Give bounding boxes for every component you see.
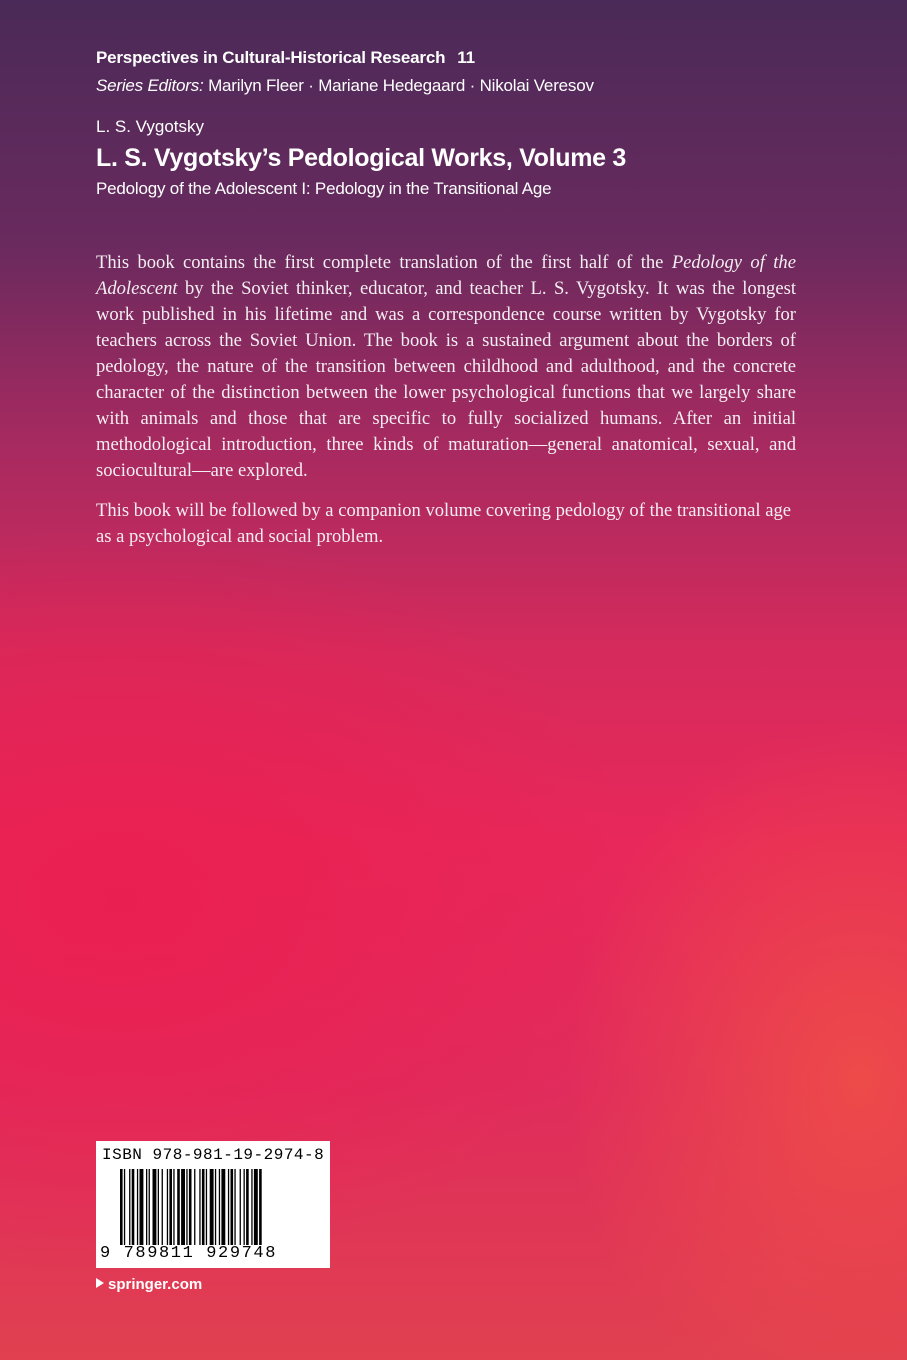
blurb-paragraph-2: This book will be followed by a companion volume covering pedology of the transitional age as a psychological and social problem. <box>96 500 792 547</box>
barcode-bar <box>140 1169 144 1245</box>
barcode-bar <box>146 1169 147 1245</box>
barcode-bar <box>228 1169 229 1245</box>
barcode-bar <box>129 1169 130 1245</box>
barcode-bar <box>194 1169 195 1245</box>
book-title: L. S. Vygotsky’s Pedological Works, Volume 3 <box>96 144 627 172</box>
barcode-bar <box>210 1169 214 1245</box>
barcode-bar <box>221 1169 225 1245</box>
barcode-bar <box>219 1169 220 1245</box>
barcode-bar <box>189 1169 192 1245</box>
barcode-bar <box>244 1169 245 1245</box>
author: L. S. Vygotsky <box>96 117 205 136</box>
barcode-bar <box>158 1169 159 1245</box>
barcode-bar <box>246 1169 249 1245</box>
barcode-bar <box>254 1169 258 1245</box>
isbn-label: ISBN 978-981-19-2974-8 <box>102 1146 325 1164</box>
series-name: Perspectives in Cultural-Historical Research <box>96 48 446 67</box>
series-line <box>96 48 475 68</box>
barcode-box <box>96 1141 330 1268</box>
barcode-bar <box>186 1169 187 1245</box>
barcode-bar <box>231 1169 234 1245</box>
blurb-paragraph-1 <box>96 250 796 484</box>
publisher-link[interactable] <box>96 1276 202 1293</box>
barcode-bar <box>177 1169 180 1245</box>
book-subtitle: Pedology of the Adolescent I: Pedology in the Transitional Age <box>96 179 552 198</box>
barcode-bars <box>120 1169 306 1245</box>
barcode-bar <box>120 1169 123 1245</box>
barcode-bar <box>137 1169 138 1245</box>
blurb-italic-title: Pedology of the Adolescent <box>96 252 796 299</box>
barcode-digits: 9 789811 929748 <box>100 1244 278 1263</box>
barcode-bar <box>199 1169 200 1245</box>
blurb <box>96 250 796 564</box>
blurb-text-b: by the Soviet thinker, educator, and teacher L. S. Vygotsky. It was the longest work published in his lifetime and was a correspondence course written by Vygotsky for teachers across the Soviet Union. The book is a sustained argument about the borders of pedology, the nature of the transition between childhood and adulthood, and the concrete character of the distinction between the lower psychological functions that we largely share with animals and those that are specific to fully socialized humans. After an initial methodological introduction, three kinds of maturation—general anatomical, sexual, and sociocultural—are explored. <box>96 278 796 481</box>
series-number: 11 <box>457 48 475 67</box>
barcode-bar <box>202 1169 205 1245</box>
arrow-icon <box>96 1278 104 1288</box>
blurb-text-a: This book contains the first complete translation of the first half of the <box>96 252 672 273</box>
barcode-bar <box>251 1169 252 1245</box>
barcode-bar <box>215 1169 216 1245</box>
barcode-bar <box>162 1169 163 1245</box>
barcode-bar <box>234 1169 235 1245</box>
barcode-bar <box>240 1169 241 1245</box>
barcode-bar <box>259 1169 262 1245</box>
barcode-bar <box>181 1169 185 1245</box>
series-editors-label: Series Editors: <box>96 76 204 95</box>
barcode-bar <box>169 1169 172 1245</box>
barcode-bar <box>173 1169 174 1245</box>
barcode-bar <box>132 1169 135 1245</box>
barcode-bar <box>124 1169 125 1245</box>
barcode-bar <box>153 1169 157 1245</box>
barcode-bar <box>206 1169 207 1245</box>
series-editors <box>96 76 594 96</box>
publisher-url: springer.com <box>108 1276 203 1293</box>
series-editors-names: Marilyn Fleer · Mariane Hedegaard · Nikolai Veresov <box>208 76 594 95</box>
barcode-bar <box>167 1169 168 1245</box>
barcode-bar <box>149 1169 150 1245</box>
